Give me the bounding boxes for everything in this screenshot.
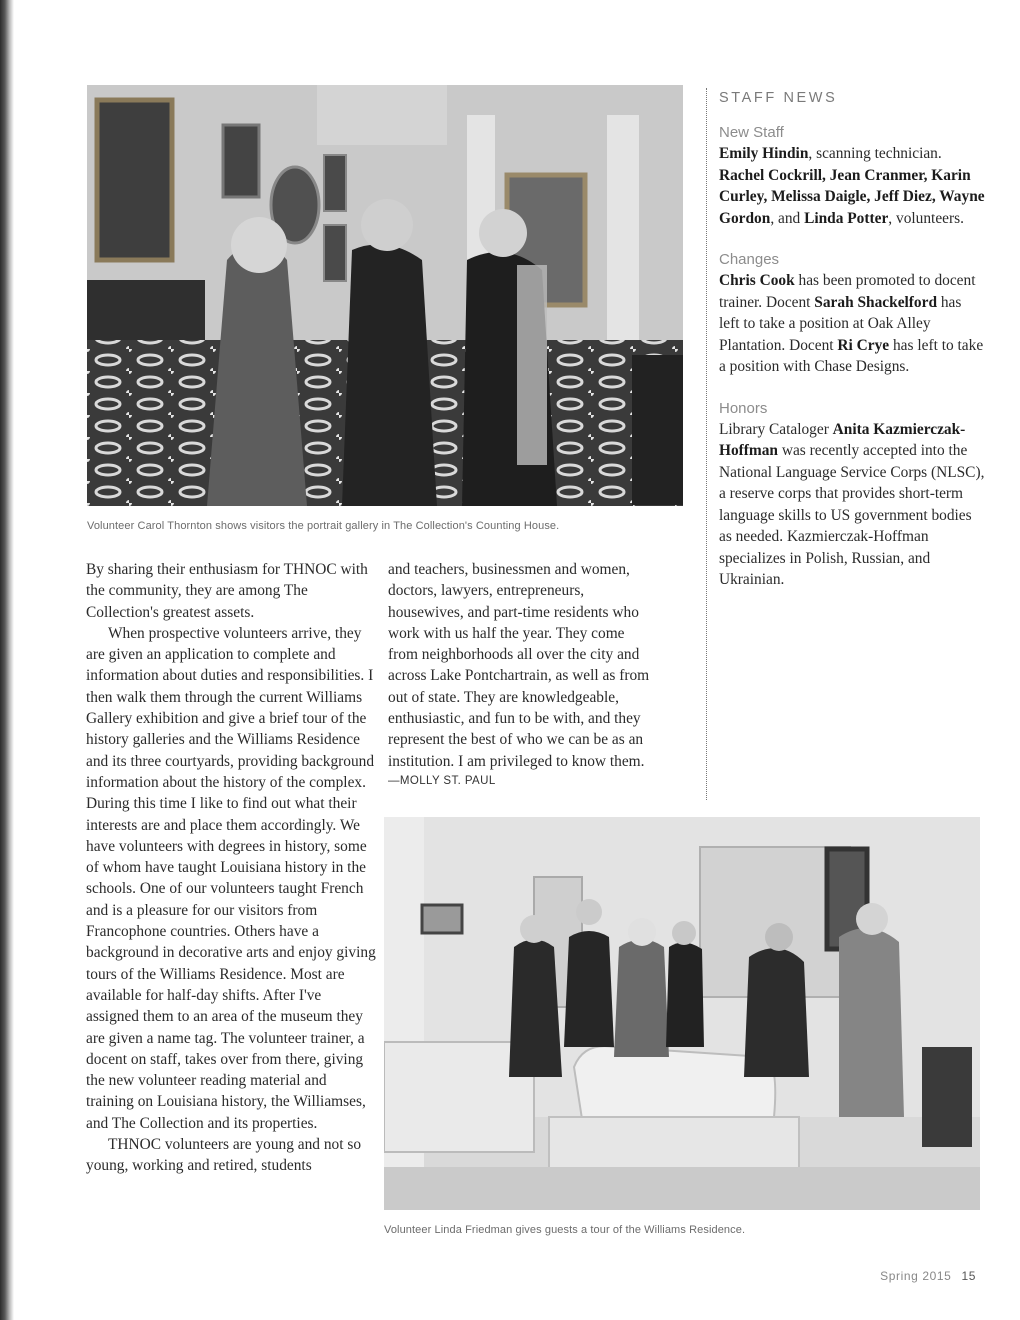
honors-heading: Honors	[719, 399, 768, 417]
conjunction: , and	[770, 209, 805, 227]
portrait-gallery-illustration	[87, 85, 683, 506]
changes-text-run: has been promoted to docent trainer. Docent	[719, 272, 976, 311]
page-folio	[880, 1269, 976, 1283]
article-column-1	[86, 559, 378, 1177]
williams-residence-illustration	[384, 817, 980, 1210]
sidebar-divider	[706, 88, 707, 800]
staff-role: , volunteers.	[888, 209, 964, 227]
staff-role: , scanning technician.	[808, 145, 942, 162]
article-paragraph: and teachers, businessmen and women, doctors, lawyers, entrepreneurs, housewives, and part-time residents who work with us half the year. They come from neighborhoods all over the city and across Lake Pontchartrain, as well as from out of state. They are knowledgeable, enthusiastic, and fun to be with, and they represent the best of who we can be as an institution. I am privileged to know them.	[388, 561, 650, 770]
new-staff-text	[719, 143, 985, 229]
changes-heading: Changes	[719, 251, 780, 268]
sidebar-title: STAFF NEWS	[719, 90, 838, 106]
staff-name: Ri Crye	[837, 336, 890, 354]
article-byline: —MOLLY ST. PAUL	[388, 774, 496, 787]
honors-text-run: was recently accepted into the National Language Service Corps (NLSC), a reserve corps that provides short-term language skills to US government bodies as needed. Kazmierczak-Hoffman specializes in Polish, Russian, and Ukrainian.	[719, 442, 985, 588]
staff-name: Anita Kazmierczak-Hoffman	[719, 420, 966, 459]
issue-label: Spring 2015	[880, 1269, 952, 1283]
page-binding-edge	[0, 0, 14, 1320]
portrait-gallery-photo	[87, 85, 683, 506]
article-column-2	[388, 559, 656, 790]
staff-name: Linda Potter	[804, 209, 889, 227]
article-paragraph: THNOC volunteers are young and not so young, working and retired, students	[86, 1136, 362, 1175]
staff-names: Rachel Cockrill, Jean Cranmer, Karin Curley, Melissa Daigle, Jeff Diez, Wayne Gordon	[719, 166, 985, 227]
staff-name: Chris Cook	[719, 272, 795, 289]
staff-name: Emily Hindin	[719, 145, 809, 162]
top-photo-caption: Volunteer Carol Thornton shows visitors the portrait gallery in The Collection's Counting House.	[87, 520, 560, 532]
honors-text-run: Library Cataloger	[719, 420, 833, 438]
staff-news-sidebar	[719, 88, 985, 613]
williams-residence-photo	[384, 817, 980, 1210]
changes-text-run: has left to take a position with Chase Designs.	[719, 336, 984, 375]
honors-text	[719, 419, 985, 591]
new-staff-heading: New Staff	[719, 124, 784, 141]
changes-text	[719, 270, 985, 378]
bottom-photo-caption: Volunteer Linda Friedman gives guests a tour of the Williams Residence.	[384, 1224, 746, 1236]
changes-text-run: has left to take a position at Oak Alley Plantation. Docent	[719, 293, 962, 354]
staff-name: Sarah Shackelford	[814, 293, 938, 311]
page-number: 15	[961, 1269, 976, 1283]
article-paragraph: When prospective volunteers arrive, they are given an application to complete and information about duties and responsibilities. I then walk them through the current Williams Gallery exhibition and give a brief tour of the history galleries and the Williams Residence and its three courtyards, providing background information about the history of the complex. During this time I like to find out what their interests are and place them accordingly. We have volunteers with degrees in history, some of whom have taught Louisiana history in the schools. One of our volunteers taught French and is a pleasure for our visitors from Francophone countries. Others have a background in decorative arts and enjoy giving tours of the Williams Residence. Most are available for half-day shifts. After I've assigned them to an area of the museum they are given a name tag. The volunteer trainer, a docent on staff, takes over from there, giving the new volunteer reading material and training on Louisiana history, the Williamses, and The Collection and its properties.	[86, 624, 376, 1132]
article-paragraph: By sharing their enthusiasm for THNOC with the community, they are among The Collection's greatest assets.	[86, 561, 368, 621]
